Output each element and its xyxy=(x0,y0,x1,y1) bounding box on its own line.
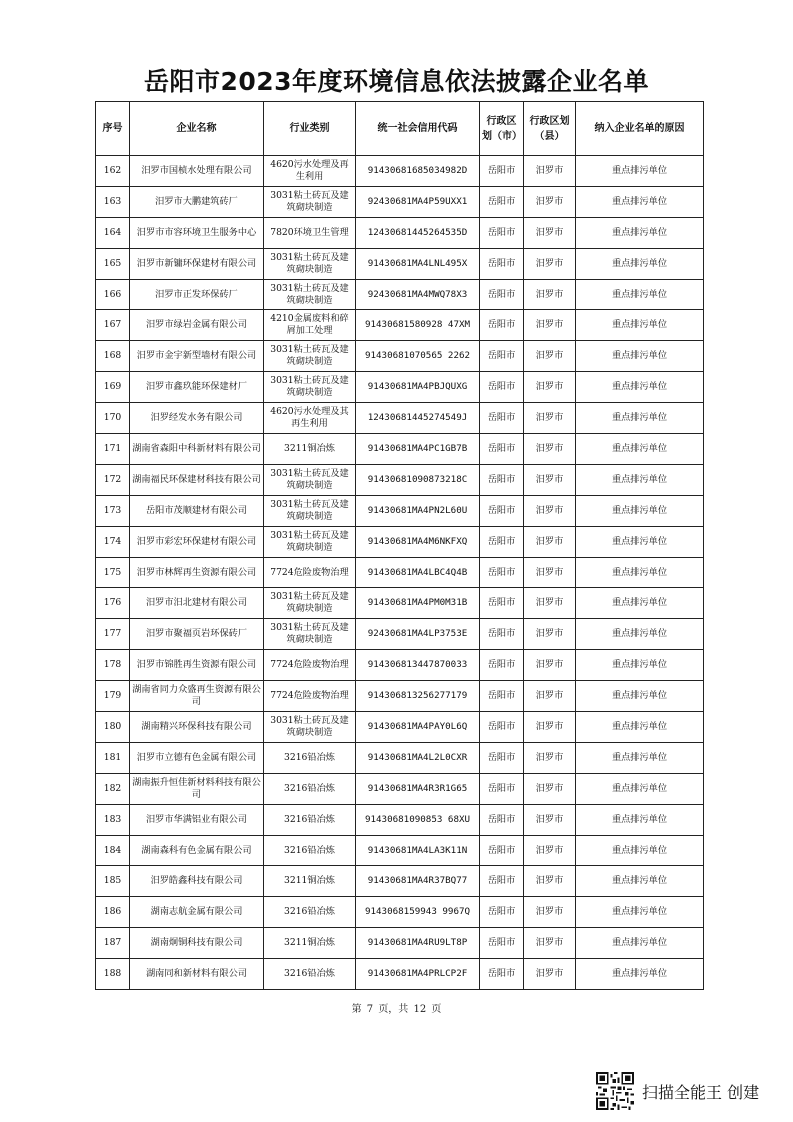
header-county: 行政区划（县） xyxy=(524,102,576,156)
cell-no: 177 xyxy=(96,619,130,650)
cell-city: 岳阳市 xyxy=(480,526,524,557)
cell-county: 汨罗市 xyxy=(524,495,576,526)
cell-industry: 3211铜冶炼 xyxy=(264,928,356,959)
cell-name: 岳阳市茂顺建材有限公司 xyxy=(130,495,264,526)
cell-credit-code: 91430681090853 68XU xyxy=(356,804,480,835)
cell-county: 汨罗市 xyxy=(524,959,576,990)
cell-name: 湖南省森阳中科新材料有限公司 xyxy=(130,434,264,465)
cell-industry: 4620污水处理及再生利用 xyxy=(264,156,356,187)
cell-industry: 3031粘土砖瓦及建筑砌块制造 xyxy=(264,588,356,619)
cell-city: 岳阳市 xyxy=(480,464,524,495)
cell-no: 176 xyxy=(96,588,130,619)
cell-name: 湖南省同力众盛再生资源有限公司 xyxy=(130,681,264,712)
cell-credit-code: 91430681580928 47XM xyxy=(356,310,480,341)
footer-total: 12 xyxy=(413,1004,427,1015)
footer-suffix: 页 xyxy=(431,1004,442,1015)
cell-reason: 重点排污单位 xyxy=(576,156,704,187)
cell-name: 汨罗市汨北建材有限公司 xyxy=(130,588,264,619)
cell-city: 岳阳市 xyxy=(480,588,524,619)
table-row xyxy=(96,341,704,372)
cell-reason: 重点排污单位 xyxy=(576,742,704,773)
cell-city: 岳阳市 xyxy=(480,186,524,217)
header-code: 统一社会信用代码 xyxy=(356,102,480,156)
table-row xyxy=(96,464,704,495)
scanner-watermark xyxy=(596,1070,759,1112)
table-row xyxy=(96,557,704,588)
cell-name: 汨罗市正发环保砖厂 xyxy=(130,279,264,310)
cell-county: 汨罗市 xyxy=(524,650,576,681)
cell-city: 岳阳市 xyxy=(480,403,524,434)
cell-reason: 重点排污单位 xyxy=(576,959,704,990)
table-row xyxy=(96,588,704,619)
cell-no: 172 xyxy=(96,464,130,495)
cell-credit-code: 91430681090873218C xyxy=(356,464,480,495)
cell-name: 湖南振升恒佳新材料科技有限公司 xyxy=(130,773,264,804)
cell-no: 180 xyxy=(96,712,130,743)
cell-name: 汨罗市金宇新型墙材有限公司 xyxy=(130,341,264,372)
cell-credit-code: 91430681MA4PBJQUXG xyxy=(356,372,480,403)
cell-city: 岳阳市 xyxy=(480,557,524,588)
cell-city: 岳阳市 xyxy=(480,897,524,928)
cell-credit-code: 914306813256277179 xyxy=(356,681,480,712)
table-header-row xyxy=(96,102,704,156)
cell-credit-code: 91430681MA4PN2L60U xyxy=(356,495,480,526)
footer-prefix: 第 xyxy=(351,1004,362,1015)
table-row xyxy=(96,897,704,928)
table-row xyxy=(96,279,704,310)
cell-county: 汨罗市 xyxy=(524,835,576,866)
qr-code-icon xyxy=(596,1072,634,1110)
cell-no: 162 xyxy=(96,156,130,187)
cell-name: 湖南炯铜科技有限公司 xyxy=(130,928,264,959)
cell-industry: 3216铅冶炼 xyxy=(264,773,356,804)
cell-city: 岳阳市 xyxy=(480,279,524,310)
cell-reason: 重点排污单位 xyxy=(576,372,704,403)
table-row xyxy=(96,619,704,650)
cell-credit-code: 91430681MA4PRLCP2F xyxy=(356,959,480,990)
cell-name: 汨罗市市容环境卫生服务中心 xyxy=(130,217,264,248)
cell-no: 175 xyxy=(96,557,130,588)
cell-industry: 3216铅冶炼 xyxy=(264,804,356,835)
cell-county: 汨罗市 xyxy=(524,742,576,773)
cell-reason: 重点排污单位 xyxy=(576,248,704,279)
cell-no: 166 xyxy=(96,279,130,310)
cell-industry: 3211铜冶炼 xyxy=(264,866,356,897)
cell-county: 汨罗市 xyxy=(524,186,576,217)
cell-county: 汨罗市 xyxy=(524,866,576,897)
cell-credit-code: 92430681MA4MWQ78X3 xyxy=(356,279,480,310)
cell-county: 汨罗市 xyxy=(524,434,576,465)
cell-reason: 重点排污单位 xyxy=(576,712,704,743)
cell-credit-code: 91430681MA4R3R1G65 xyxy=(356,773,480,804)
cell-no: 184 xyxy=(96,835,130,866)
cell-reason: 重点排污单位 xyxy=(576,681,704,712)
cell-name: 汨罗市林辉再生资源有限公司 xyxy=(130,557,264,588)
cell-name: 汨罗市锦胜再生资源有限公司 xyxy=(130,650,264,681)
cell-industry: 3031粘土砖瓦及建筑砌块制造 xyxy=(264,279,356,310)
table-row xyxy=(96,526,704,557)
header-industry: 行业类别 xyxy=(264,102,356,156)
cell-county: 汨罗市 xyxy=(524,464,576,495)
cell-credit-code: 91430681685034982D xyxy=(356,156,480,187)
cell-industry: 7724危险废物治理 xyxy=(264,557,356,588)
table-row xyxy=(96,712,704,743)
cell-county: 汨罗市 xyxy=(524,619,576,650)
cell-credit-code: 12430681445264535D xyxy=(356,217,480,248)
table-row xyxy=(96,928,704,959)
table-row xyxy=(96,959,704,990)
cell-industry: 4210金属废料和碎屑加工处理 xyxy=(264,310,356,341)
cell-city: 岳阳市 xyxy=(480,742,524,773)
cell-name: 汨罗市聚福页岩环保砖厂 xyxy=(130,619,264,650)
table-row xyxy=(96,742,704,773)
cell-industry: 7820环境卫生管理 xyxy=(264,217,356,248)
cell-credit-code: 91430681MA4RU9LT8P xyxy=(356,928,480,959)
cell-county: 汨罗市 xyxy=(524,681,576,712)
cell-reason: 重点排污单位 xyxy=(576,310,704,341)
cell-reason: 重点排污单位 xyxy=(576,773,704,804)
table-row xyxy=(96,866,704,897)
header-name: 企业名称 xyxy=(130,102,264,156)
table-row xyxy=(96,186,704,217)
cell-reason: 重点排污单位 xyxy=(576,928,704,959)
cell-industry: 3031粘土砖瓦及建筑砌块制造 xyxy=(264,186,356,217)
cell-credit-code: 91430681070565 2262 xyxy=(356,341,480,372)
cell-industry: 3031粘土砖瓦及建筑砌块制造 xyxy=(264,712,356,743)
cell-no: 173 xyxy=(96,495,130,526)
cell-name: 汨罗市国桢水处理有限公司 xyxy=(130,156,264,187)
cell-industry: 7724危险废物治理 xyxy=(264,650,356,681)
cell-city: 岳阳市 xyxy=(480,310,524,341)
cell-credit-code: 92430681MA4LP3753E xyxy=(356,619,480,650)
cell-industry: 3031粘土砖瓦及建筑砌块制造 xyxy=(264,248,356,279)
cell-city: 岳阳市 xyxy=(480,866,524,897)
cell-reason: 重点排污单位 xyxy=(576,464,704,495)
cell-county: 汨罗市 xyxy=(524,526,576,557)
cell-reason: 重点排污单位 xyxy=(576,588,704,619)
cell-name: 汨罗市大鹏建筑砖厂 xyxy=(130,186,264,217)
cell-industry: 3031粘土砖瓦及建筑砌块制造 xyxy=(264,464,356,495)
cell-reason: 重点排污单位 xyxy=(576,804,704,835)
cell-no: 171 xyxy=(96,434,130,465)
cell-name: 湖南志航金属有限公司 xyxy=(130,897,264,928)
cell-industry: 3216铅冶炼 xyxy=(264,742,356,773)
cell-reason: 重点排污单位 xyxy=(576,557,704,588)
page-title: 岳阳市2023年度环境信息依法披露企业名单 xyxy=(143,67,650,96)
table-row xyxy=(96,773,704,804)
cell-reason: 重点排污单位 xyxy=(576,897,704,928)
cell-no: 178 xyxy=(96,650,130,681)
cell-no: 164 xyxy=(96,217,130,248)
cell-industry: 4620污水处理及其再生利用 xyxy=(264,403,356,434)
cell-county: 汨罗市 xyxy=(524,403,576,434)
cell-city: 岳阳市 xyxy=(480,619,524,650)
cell-industry: 3031粘土砖瓦及建筑砌块制造 xyxy=(264,619,356,650)
cell-county: 汨罗市 xyxy=(524,557,576,588)
cell-county: 汨罗市 xyxy=(524,248,576,279)
cell-city: 岳阳市 xyxy=(480,372,524,403)
cell-name: 汨罗市绿岩金属有限公司 xyxy=(130,310,264,341)
cell-county: 汨罗市 xyxy=(524,217,576,248)
table-row xyxy=(96,681,704,712)
cell-industry: 7724危险废物治理 xyxy=(264,681,356,712)
cell-city: 岳阳市 xyxy=(480,959,524,990)
cell-county: 汨罗市 xyxy=(524,310,576,341)
table-row xyxy=(96,310,704,341)
table-row xyxy=(96,156,704,187)
cell-industry: 3211铜冶炼 xyxy=(264,434,356,465)
cell-no: 187 xyxy=(96,928,130,959)
cell-no: 181 xyxy=(96,742,130,773)
cell-reason: 重点排污单位 xyxy=(576,403,704,434)
cell-county: 汨罗市 xyxy=(524,588,576,619)
cell-name: 汨罗市彩宏环保建材有限公司 xyxy=(130,526,264,557)
cell-credit-code: 91430681MA4LA3K11N xyxy=(356,835,480,866)
cell-credit-code: 91430681MA4PC1GB7B xyxy=(356,434,480,465)
cell-reason: 重点排污单位 xyxy=(576,279,704,310)
cell-name: 湖南森科有色金属有限公司 xyxy=(130,835,264,866)
cell-city: 岳阳市 xyxy=(480,217,524,248)
cell-city: 岳阳市 xyxy=(480,928,524,959)
cell-name: 湖南福民环保建材科技有限公司 xyxy=(130,464,264,495)
cell-no: 174 xyxy=(96,526,130,557)
cell-credit-code: 91430681MA4R37BQ77 xyxy=(356,866,480,897)
table-row xyxy=(96,495,704,526)
cell-name: 汨罗经发水务有限公司 xyxy=(130,403,264,434)
cell-no: 170 xyxy=(96,403,130,434)
cell-industry: 3216铅冶炼 xyxy=(264,897,356,928)
cell-name: 汨罗市新镛环保建材有限公司 xyxy=(130,248,264,279)
cell-city: 岳阳市 xyxy=(480,434,524,465)
cell-reason: 重点排污单位 xyxy=(576,341,704,372)
cell-credit-code: 9143068159943 9967Q xyxy=(356,897,480,928)
cell-county: 汨罗市 xyxy=(524,928,576,959)
cell-industry: 3031粘土砖瓦及建筑砌块制造 xyxy=(264,372,356,403)
table-row xyxy=(96,248,704,279)
cell-industry: 3216铅冶炼 xyxy=(264,835,356,866)
cell-no: 185 xyxy=(96,866,130,897)
header-reason: 纳入企业名单的原因 xyxy=(576,102,704,156)
page-footer xyxy=(0,1000,793,1015)
cell-credit-code: 91430681MA4PM0M31B xyxy=(356,588,480,619)
footer-mid: 页，共 xyxy=(378,1004,409,1015)
cell-no: 169 xyxy=(96,372,130,403)
cell-city: 岳阳市 xyxy=(480,681,524,712)
header-no: 序号 xyxy=(96,102,130,156)
cell-industry: 3031粘土砖瓦及建筑砌块制造 xyxy=(264,495,356,526)
cell-reason: 重点排污单位 xyxy=(576,650,704,681)
enterprise-table xyxy=(95,101,704,990)
cell-city: 岳阳市 xyxy=(480,773,524,804)
cell-reason: 重点排污单位 xyxy=(576,495,704,526)
cell-industry: 3031粘土砖瓦及建筑砌块制造 xyxy=(264,341,356,372)
cell-name: 汨罗皓鑫科技有限公司 xyxy=(130,866,264,897)
cell-no: 188 xyxy=(96,959,130,990)
cell-city: 岳阳市 xyxy=(480,495,524,526)
cell-credit-code: 91430681MA4L2L0CXR xyxy=(356,742,480,773)
cell-county: 汨罗市 xyxy=(524,712,576,743)
cell-city: 岳阳市 xyxy=(480,156,524,187)
cell-city: 岳阳市 xyxy=(480,804,524,835)
cell-city: 岳阳市 xyxy=(480,248,524,279)
cell-name: 汨罗市鑫玖能环保建材厂 xyxy=(130,372,264,403)
cell-name: 汨罗市华满铝业有限公司 xyxy=(130,804,264,835)
cell-county: 汨罗市 xyxy=(524,897,576,928)
cell-credit-code: 92430681MA4P59UXX1 xyxy=(356,186,480,217)
cell-no: 168 xyxy=(96,341,130,372)
table-row xyxy=(96,372,704,403)
cell-county: 汨罗市 xyxy=(524,341,576,372)
table-row xyxy=(96,804,704,835)
cell-industry: 3216铅冶炼 xyxy=(264,959,356,990)
cell-industry: 3031粘土砖瓦及建筑砌块制造 xyxy=(264,526,356,557)
cell-reason: 重点排污单位 xyxy=(576,526,704,557)
cell-reason: 重点排污单位 xyxy=(576,217,704,248)
cell-reason: 重点排污单位 xyxy=(576,619,704,650)
footer-page: 7 xyxy=(366,1004,374,1015)
cell-county: 汨罗市 xyxy=(524,279,576,310)
cell-county: 汨罗市 xyxy=(524,773,576,804)
cell-no: 186 xyxy=(96,897,130,928)
cell-credit-code: 91430681MA4M6NKFXQ xyxy=(356,526,480,557)
cell-city: 岳阳市 xyxy=(480,341,524,372)
cell-credit-code: 91430681MA4PAY0L6Q xyxy=(356,712,480,743)
cell-no: 165 xyxy=(96,248,130,279)
cell-county: 汨罗市 xyxy=(524,372,576,403)
table-row xyxy=(96,434,704,465)
cell-no: 182 xyxy=(96,773,130,804)
cell-name: 汨罗市立德有色金属有限公司 xyxy=(130,742,264,773)
cell-city: 岳阳市 xyxy=(480,835,524,866)
cell-credit-code: 91430681MA4LNL495X xyxy=(356,248,480,279)
cell-no: 179 xyxy=(96,681,130,712)
cell-credit-code: 12430681445274549J xyxy=(356,403,480,434)
cell-city: 岳阳市 xyxy=(480,712,524,743)
table-row xyxy=(96,835,704,866)
cell-no: 167 xyxy=(96,310,130,341)
cell-reason: 重点排污单位 xyxy=(576,866,704,897)
cell-county: 汨罗市 xyxy=(524,156,576,187)
cell-city: 岳阳市 xyxy=(480,650,524,681)
cell-reason: 重点排污单位 xyxy=(576,835,704,866)
watermark-text: 扫描全能王 创建 xyxy=(642,1082,760,1102)
cell-name: 湖南同和新材料有限公司 xyxy=(130,959,264,990)
table-row xyxy=(96,217,704,248)
cell-reason: 重点排污单位 xyxy=(576,434,704,465)
cell-credit-code: 914306813447870033 xyxy=(356,650,480,681)
table-row xyxy=(96,403,704,434)
header-city: 行政区划（市） xyxy=(480,102,524,156)
cell-no: 183 xyxy=(96,804,130,835)
table-row xyxy=(96,650,704,681)
cell-name: 湖南精兴环保科技有限公司 xyxy=(130,712,264,743)
cell-credit-code: 91430681MA4LBC4Q4B xyxy=(356,557,480,588)
cell-no: 163 xyxy=(96,186,130,217)
cell-reason: 重点排污单位 xyxy=(576,186,704,217)
cell-county: 汨罗市 xyxy=(524,804,576,835)
